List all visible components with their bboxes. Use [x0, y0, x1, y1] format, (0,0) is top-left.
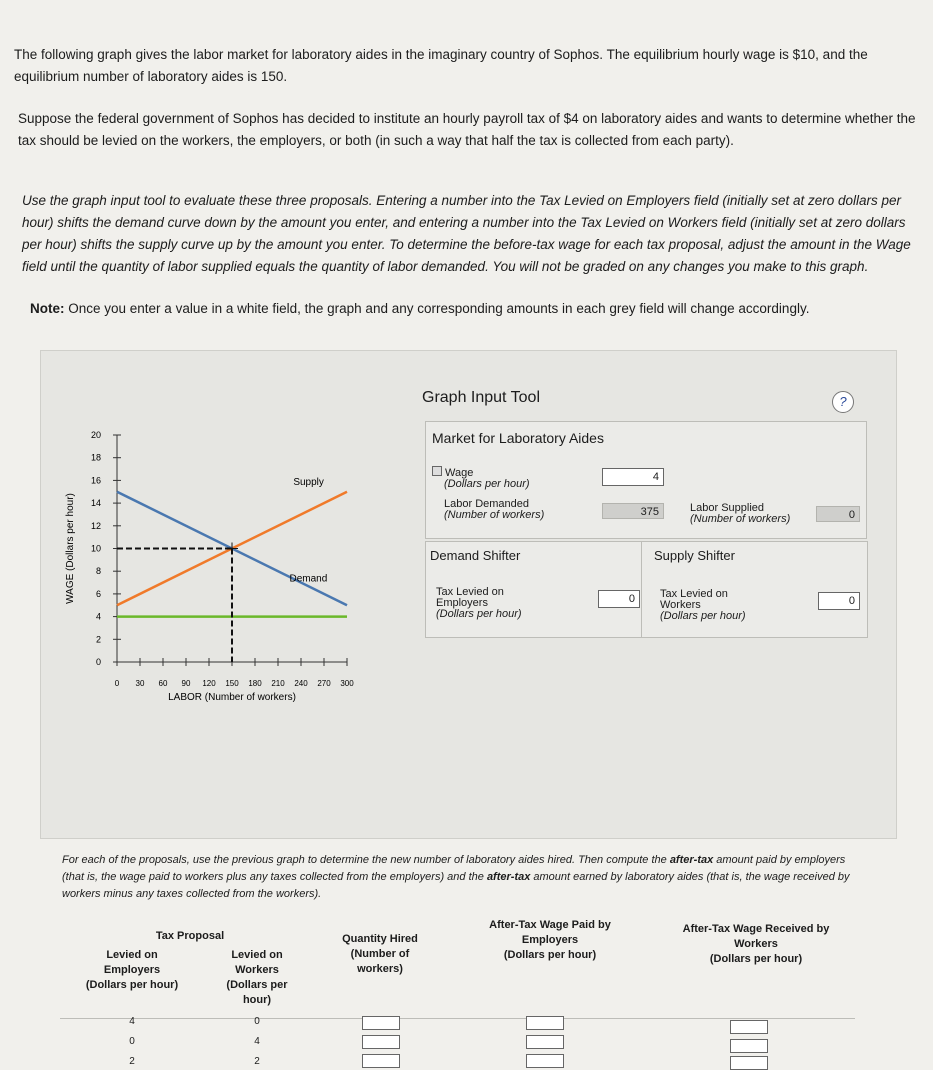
wrk-h2: Workers: [235, 964, 279, 976]
row1-received-input[interactable]: [730, 1020, 768, 1034]
employer-tax-label-line1: Tax Levied on: [436, 586, 504, 598]
worker-tax-unit: (Dollars per hour): [660, 610, 746, 622]
labor-supplied-field: 0: [816, 506, 860, 522]
y-tick-label: 6: [95, 588, 101, 599]
emp-h3: (Dollars per hour): [85, 979, 179, 991]
worker-tax-input[interactable]: 0: [818, 592, 860, 610]
employer-tax-label-line2: Employers: [436, 597, 488, 609]
wage-input[interactable]: 4: [602, 468, 664, 486]
wrk-h1: Levied on: [231, 949, 283, 961]
instr-part-a: For each of the proposals, use the previous graph to determine the new number of laboratory aides hired. Then compute the: [62, 854, 670, 866]
proposal-instructions: [62, 852, 862, 903]
row3-employers: 2: [129, 1056, 135, 1067]
x-tick-label: 210: [271, 679, 285, 688]
x-tick-label: 120: [202, 679, 216, 688]
demand-shifter-title: Demand Shifter: [430, 548, 521, 563]
y-tick-label: 20: [90, 430, 101, 440]
emp-h2: Employers: [103, 964, 161, 976]
qty-h3: workers): [357, 963, 403, 975]
row2-workers: 4: [254, 1036, 260, 1047]
note-paragraph: [30, 298, 910, 320]
y-tick-label: 4: [95, 611, 101, 622]
x-tick-label: 300: [340, 679, 354, 688]
graph-input-tool-title: Graph Input Tool: [422, 389, 541, 406]
labor-supplied-unit: (Number of workers): [690, 513, 791, 525]
instructions-paragraph: Use the graph input tool to evaluate these three proposals. Entering a number into the Tax Levied on Employers field (initially set at zero dollars per hour) shifts the demand curve down by the amount you enter, and entering a number into the Tax Levied on Workers field (initially set at zero dollars per hour) shifts the supply curve up by the amount you enter. To determine the before-tax wage for each tax proposal, adjust the amount in the Wage field until the quantity of labor supplied equals the quantity of labor demanded. You will not be graded on any changes you make to this graph.: [22, 193, 911, 274]
intro-paragraph-2: Suppose the federal government of Sophos has decided to institute an hourly payroll tax of $4 on laboratory aides and wants to determine whether the tax should be levied on the workers, the employers, or both (in such a way that half the tax is collected from each party).: [18, 111, 916, 148]
paid-h2: Employers: [521, 934, 579, 946]
labor-demanded-label: Labor Demanded: [444, 498, 530, 510]
y-tick-label: 12: [90, 520, 101, 531]
y-tick-label: 14: [90, 498, 101, 509]
y-tick-label: 16: [90, 475, 101, 486]
row3-paid-input[interactable]: [526, 1054, 564, 1068]
row1-paid-input[interactable]: [526, 1016, 564, 1030]
note-text: Once you enter a value in a white field, the graph and any corresponding amounts in each grey field will change accordingly.: [64, 301, 810, 316]
wage-marker-icon: [432, 466, 442, 476]
wage-unit: (Dollars per hour): [444, 478, 530, 490]
quantity-hired-header: [330, 932, 430, 977]
help-icon[interactable]: ?: [832, 391, 854, 413]
labor-demanded-label-group: [444, 499, 544, 521]
supply-shifter-panel: [641, 541, 868, 638]
y-tick-label: 8: [95, 566, 101, 577]
worker-tax-label-line1: Tax Levied on: [660, 588, 728, 600]
labor-market-chart: [59, 357, 379, 817]
row2-quantity-input[interactable]: [362, 1035, 400, 1049]
row1-quantity-input[interactable]: [362, 1016, 400, 1030]
paid-by-employers-header: [470, 918, 630, 963]
note-label: Note:: [30, 301, 65, 316]
labor-demanded-unit: (Number of workers): [444, 509, 545, 521]
supply-label: Supply: [293, 476, 324, 488]
x-axis-label: LABOR (Number of workers): [168, 692, 296, 703]
recv-h3: (Dollars per hour): [709, 953, 803, 965]
y-tick-label: 10: [90, 543, 101, 554]
instr-after-tax-2: after-tax: [486, 871, 531, 883]
supply-shifter-title: Supply Shifter: [654, 548, 735, 563]
x-tick-label: 60: [158, 679, 168, 688]
market-panel: [425, 421, 867, 539]
row2-received-input[interactable]: [730, 1039, 768, 1053]
demand-shifter-panel: [425, 541, 643, 638]
y-tick-label: 0: [95, 657, 101, 667]
recv-h2: Workers: [734, 938, 778, 950]
worker-tax-label-line2: Workers: [660, 599, 701, 611]
employer-tax-input[interactable]: 0: [598, 590, 640, 608]
wage-label: Wage: [445, 467, 474, 479]
wage-label-group: [432, 466, 530, 490]
intro-paragraph-1: The following graph gives the labor market for laboratory aides in the imaginary country of Sophos. The equilibrium hourly wage is $10, and the equilibrium number of laboratory aides is 150.: [14, 47, 868, 84]
emp-h1: Levied on: [106, 949, 158, 961]
paid-h1: After-Tax Wage Paid by: [489, 919, 611, 931]
recv-h1: After-Tax Wage Received by: [682, 923, 830, 935]
wrk-h3: (Dollars per: [226, 979, 288, 991]
instr-part-e: amount earned by laboratory aides (that is, the wage received by workers minus any taxes collected from the workers).: [62, 871, 850, 900]
labor-demanded-field: 375: [602, 503, 664, 519]
row2-employers: 0: [129, 1036, 135, 1047]
graph-tool-container: [40, 350, 897, 839]
paid-h3: (Dollars per hour): [503, 949, 597, 961]
labor-market-graph: [59, 357, 379, 817]
labor-supplied-label-group: [690, 503, 790, 525]
table-divider: [60, 1018, 855, 1019]
x-tick-label: 240: [294, 679, 308, 688]
x-tick-label: 180: [248, 679, 262, 688]
row3-workers: 2: [254, 1056, 260, 1067]
y-tick-label: 18: [90, 452, 101, 463]
row3-quantity-input[interactable]: [362, 1054, 400, 1068]
x-tick-label: 90: [181, 679, 191, 688]
qty-h2: (Number of: [350, 948, 410, 960]
tax-proposal-header: Tax Proposal: [155, 930, 225, 942]
y-axis-label: WAGE (Dollars per hour): [65, 493, 76, 604]
x-tick-label: 30: [135, 679, 145, 688]
x-tick-label: 150: [225, 679, 239, 688]
demand-label: Demand: [289, 573, 328, 585]
x-tick-label: 0: [114, 679, 120, 688]
employer-tax-label-group: [436, 587, 522, 620]
instr-after-tax-1: after-tax: [669, 854, 714, 866]
employers-column-header: [74, 948, 190, 993]
row2-paid-input[interactable]: [526, 1035, 564, 1049]
qty-h1: Quantity Hired: [342, 933, 418, 945]
wrk-h4: hour): [242, 994, 272, 1006]
worker-tax-label-group: [660, 589, 746, 622]
labor-supplied-label: Labor Supplied: [690, 502, 765, 514]
market-title: Market for Laboratory Aides: [432, 430, 604, 446]
row1-workers: 0: [254, 1016, 260, 1027]
workers-column-header: [212, 948, 302, 1008]
employer-tax-unit: (Dollars per hour): [436, 608, 522, 620]
x-tick-label: 270: [317, 679, 331, 688]
y-tick-label: 2: [95, 634, 101, 645]
instr-part-c: amount paid by employers (that is, the wage paid to workers plus any taxes collected from the employers) and the: [62, 854, 846, 883]
received-by-workers-header: [666, 922, 846, 967]
row1-employers: 4: [129, 1016, 135, 1027]
